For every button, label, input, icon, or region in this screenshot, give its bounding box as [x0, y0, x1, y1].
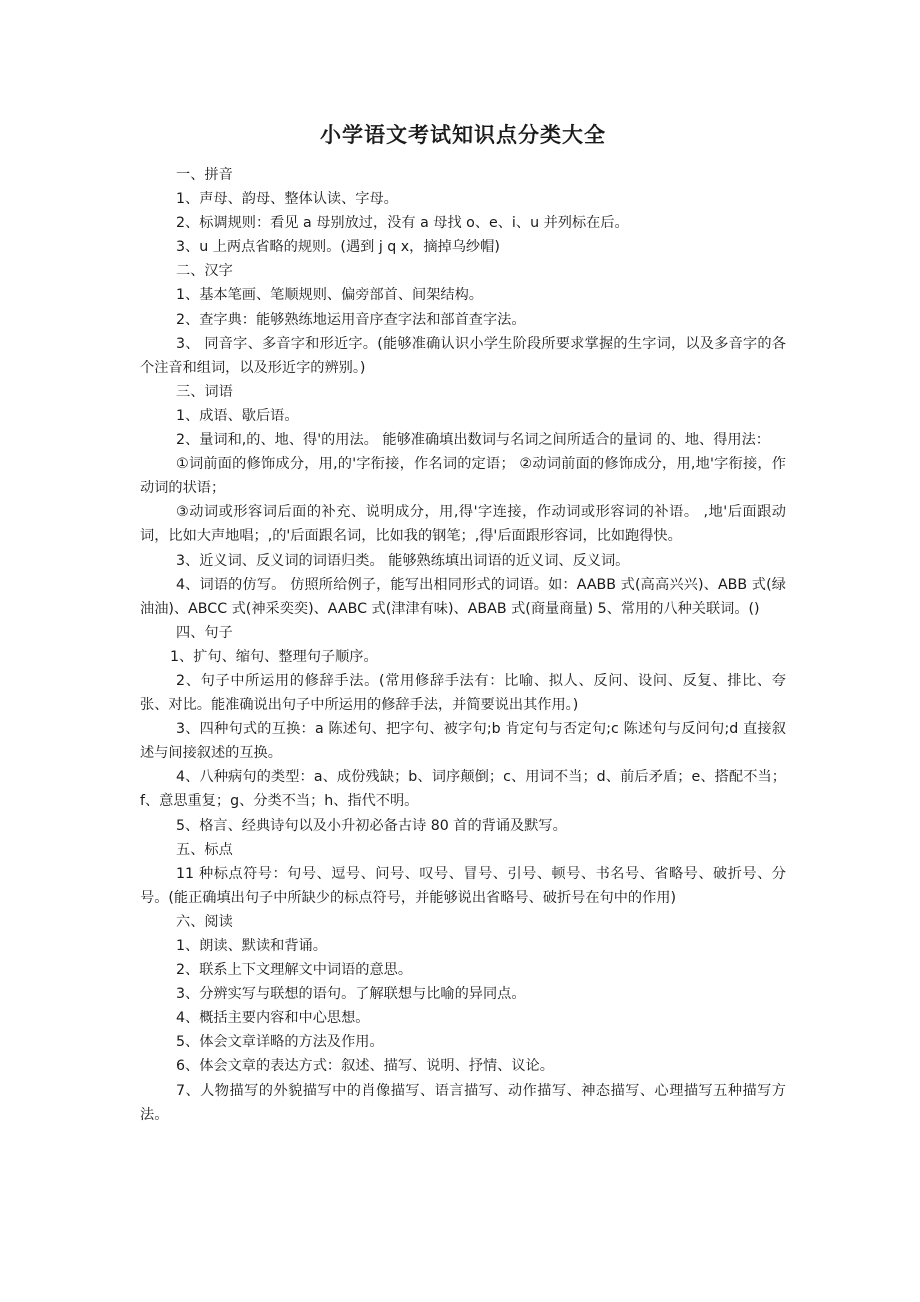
section-heading-juzi: 四、句子	[176, 624, 233, 641]
hanzi-item-3: 3、 同音字、多音字和形近字。(能够准确认识小学生阶段所要求掌握的生字词，以及多音字的各个注音和组词，以及形近字的辨别。)	[140, 335, 786, 376]
document-title: 小学语文考试知识点分类大全	[320, 122, 606, 147]
section-heading-ciyu: 三、词语	[176, 383, 233, 400]
yuedu-item-1: 1、朗读、默读和背诵。	[176, 938, 327, 954]
section-heading-biaodian: 五、标点	[176, 841, 233, 858]
yuedu-item-3: 3、分辨实写与联想的语句。了解联想与比喻的异同点。	[176, 986, 526, 1003]
pinyin-item-2: 2、标调规则：看见 a 母别放过，没有 a 母找 o、e、i、u 并列标在后。	[176, 215, 629, 232]
juzi-item-3: 3、四种句式的互换：a 陈述句、把字句、被字句;b 肯定句与否定句;c 陈述句与反问句;d 直接叙述与间接叙述的互换。	[140, 721, 786, 762]
ciyu-item-2: 2、量词和,的、地、得'的用法。 能够准确填出数词与名词之间所适合的量词 的、地、得用法：	[176, 432, 770, 449]
section-heading-hanzi: 二、汉字	[176, 263, 233, 280]
section-heading-pinyin: 一、拼音	[176, 167, 233, 183]
ciyu-item-5: 3、近义词、反义词的词语归类。 能够熟练填出词语的近义词、反义词。	[176, 552, 630, 569]
juzi-item-5: 5、格言、经典诗句以及小升初必备古诗 80 首的背诵及默写。	[176, 817, 567, 834]
yuedu-item-2: 2、联系上下文理解文中词语的意思。	[176, 962, 413, 979]
hanzi-item-2: 2、查字典：能够熟练地运用音序查字法和部首查字法。	[176, 311, 526, 328]
document-page	[140, 118, 786, 1127]
pinyin-item-3: 3、u 上两点省略的规则。(遇到 j q x，摘掉乌纱帽)	[176, 239, 500, 256]
juzi-item-1: 1、扩句、缩句、整理句子顺序。	[170, 648, 378, 665]
yuedu-item-6: 6、体会文章的表达方式：叙述、描写、说明、抒情、议论。	[176, 1058, 554, 1075]
hanzi-item-1: 1、基本笔画、笔顺规则、偏旁部首、间架结构。	[176, 287, 483, 304]
biaodian-item-1: 11 种标点符号：句号、逗号、问号、叹号、冒号、引号、顿号、书名号、省略号、破折号、分号。(能正确填出句子中所缺少的标点符号，并能够说出省略号、破折号在句中的作用)	[140, 865, 786, 906]
ciyu-item-3: ①词前面的修饰成分，用,的'字衔接，作名词的定语； ②动词前面的修饰成分，用,地'字衔接，作动词的状语；	[140, 456, 786, 497]
ciyu-item-6: 4、词语的仿写。 仿照所给例子，能写出相同形式的词语。如：AABB 式(高高兴兴)、ABB 式(绿油油)、ABCC 式(神采奕奕)、AABC 式(津津有味)、ABAB 式(商量商量) 5、常用的八种关联词。()	[140, 576, 786, 617]
juzi-item-4: 4、八种病句的类型：a、成份残缺；b、词序颠倒；c、用词不当；d、前后矛盾；e、搭配不当；f、意思重复；g、分类不当；h、指代不明。	[140, 769, 786, 810]
yuedu-item-7: 7、人物描写的外貌描写中的肖像描写、语言描写、动作描写、神态描写、心理描写五种描写方法。	[140, 1082, 786, 1123]
ciyu-item-1: 1、成语、歇后语。	[176, 407, 299, 424]
section-heading-yuedu: 六、阅读	[176, 913, 233, 930]
pinyin-item-1: 1、声母、韵母、整体认读、字母。	[176, 191, 398, 208]
juzi-item-2: 2、句子中所运用的修辞手法。(常用修辞手法有：比喻、拟人、反问、设问、反复、排比、夸张、对比。能准确说出句子中所运用的修辞手法，并简要说出其作用。)	[140, 672, 786, 714]
ciyu-item-4: ③动词或形容词后面的补充、说明成分，用,得'字连接，作动词或形容词的补语。 ,地'后面跟动词，比如大声地唱；,的'后面跟名词，比如我的钢笔；,得'后面跟形容词，比如跑得快。	[140, 504, 786, 545]
yuedu-item-4: 4、概括主要内容和中心思想。	[176, 1010, 370, 1027]
yuedu-item-5: 5、体会文章详略的方法及作用。	[176, 1034, 384, 1051]
